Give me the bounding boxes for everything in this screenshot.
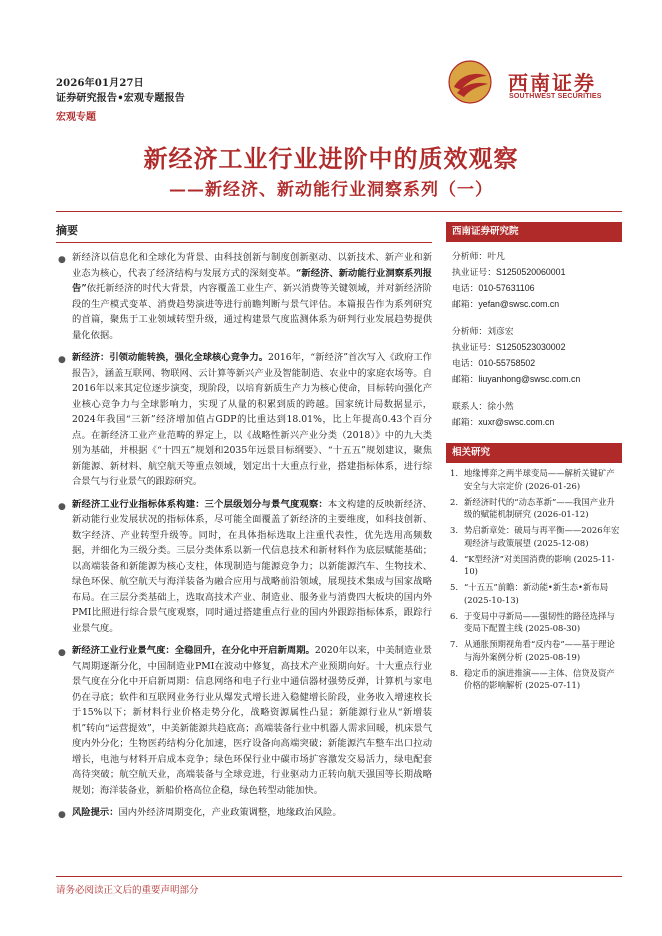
- abstract-paragraph: [56, 350, 432, 490]
- report-title: 新经济工业行业进阶中的质效观察: [143, 144, 519, 173]
- paragraph-text: 2016年，“新经济”首次写入《政府工作报告》，涵盖互联网、物联网、云计算等新兴产业及智能制造、农业中的家庭农场等。自2016年以来其定位逐步演变，现阶段，以培育新质生产力为核心使命，目标转向强化产业核心竞争力与全球影响力，实现了从量的积累到质的跨越。国家统计局数据显示，2024年我国“三新”经济增加值占GDP的比重达到18.01%，比上年提高0.43个百分点。在新经济工业产业范畴的界定上，以《战略性新兴产业分类（2018）》中的九大类别为基础，并根据《“十四五”规划和2035年远景目标纲要》、“十五五”规划建议，聚焦新能源、新材料、航空航天等重点领域，划定出十大重点行业，搭建指标体系，进行综合景气与行业景气的跟踪研究。: [72, 352, 432, 487]
- related-research-item[interactable]: 3. 势启新章处：破局与再平衡——2026年宏观经济与政策展望 (2025-12-08): [450, 525, 620, 548]
- abstract-paragraph: [56, 805, 432, 821]
- logo-emblem-icon: [448, 60, 492, 104]
- analyst-contacts: [446, 242, 622, 431]
- related-research-item[interactable]: 7. 从通胀预期视角看“反内卷”——基于理论与海外案例分析 (2025-08-19): [450, 639, 615, 662]
- paragraph-text: 新经济以信息化和全球化为背景、由科技创新与制度创新驱动、以新技术、新产业和新业态为核心，代表了经济结构与发展方式的深刻变革。: [72, 252, 432, 279]
- contact-email[interactable]: 邮箱：liuyanhong@swsc.com.cn: [452, 374, 581, 385]
- contact-line: 分析师：刘彦宏: [452, 326, 514, 337]
- report-subtitle: ——新经济、新动能行业洞察系列（一）: [169, 180, 493, 200]
- abstract-paragraph: [56, 643, 432, 798]
- footer-divider: [56, 876, 622, 877]
- contact-line: 分析师：叶凡: [452, 251, 505, 262]
- paragraph-emphasis: “新经济、新动能行业洞察系列报告”: [72, 267, 432, 294]
- contact-email[interactable]: 邮箱：xuxr@swsc.com.cn: [452, 417, 555, 428]
- header-divider: [56, 211, 622, 212]
- paragraph-lead: 新经济：引领动能转换，强化全球核心竞争力。: [72, 352, 269, 363]
- bullet-icon: ●: [58, 501, 66, 512]
- abstract-section: [56, 222, 432, 828]
- paragraph-lead: 风险提示：: [72, 807, 119, 818]
- report-header: [56, 76, 185, 126]
- contact-line: 电话：010-57631106: [452, 283, 535, 294]
- paragraph-text: 国内外经济周期变化，产业政策调整，地缘政治风险。: [118, 807, 342, 818]
- bullet-icon: ●: [58, 810, 66, 820]
- footer-disclaimer: 请务必阅读正文后的重要声明部分: [56, 885, 199, 896]
- institute-heading: 西南证券研究院: [446, 222, 622, 242]
- related-research-heading: 相关研究: [446, 443, 622, 463]
- bullet-icon: ●: [58, 255, 66, 265]
- report-date: 2026年01月27日: [56, 78, 144, 89]
- paragraph-text: 本文构建的反映新经济、新动能行业发展状况的指标体系，尽可能全面覆盖了新经济的主要维度，如科技创新、数字经济、产业转型升级等。同时，在具体指标选取上注重代表性，优先选用高频数据，并细化为三级分类。三层分类体系以新一代信息技术和新材料作为底层赋能基础；以高端装备和新能源为核心支柱，体现制造与能源竞争力；以新能源汽车、生物技术、绿色环保、航空航天与海洋装备为融合应用与战略前沿领域，展现技术集成与国家战略布局。在三层分类基础上，选取高技术产业、制造业、服务业与消费四大板块的国内外PMI比照进行综合景气度观察，同时通过搭建重点行业的国内外跟踪指标体系，跟踪行业景气度。: [72, 498, 432, 634]
- report-type: 证券研究报告•宏观专题报告: [56, 93, 185, 104]
- abstract-paragraph: [56, 250, 432, 343]
- logo-name-cn: 西南证券: [508, 71, 596, 95]
- related-research-item[interactable]: 6. 于变局中寻新局——强韧性的路径选择与变局下配置主线 (2025-08-30): [450, 610, 615, 633]
- bullet-icon: ●: [58, 648, 66, 658]
- related-research-item[interactable]: 8. 稳定币的演进推演——主体、信贷及资产价格的影响解析 (2025-07-11): [450, 667, 615, 690]
- contact-line: 执业证号：S1250523030002: [452, 342, 566, 353]
- paragraph-text: 2020年以来，中美制造业景气周期逐渐分化，中国制造业PMI在波动中修复，高技术产业预期向好。十大重点行业景气度在分化中开启新周期：信息网络和电子行业中通信器材强势反弹，计算机与家电仍在寻底；软件和互联网业务行业从爆发式增长进入稳健增长阶段，业务收入增速枚长于15%以下；新材料行业价格走势分化，战略资源属性凸显；新能源行业从“新增装机”转向“运营提效”，中美新能源共趋底高；高端装备行业中机器人需求回暖，机床景气度内外分化；生物医药结构分化加速，医疗设备向高端突破；新能源汽车整车出口拉动增长，电池与材料开启成本竞争；绿色环保行业中碳市场扩容激发交易活力，绿电配套高待突破；航空航天业，高端装备与全球竞进，行业驱动力正转向航天强国等长期战略规划；海洋装备业，新船价格高位企稳，绿色转型动能加快。: [72, 645, 432, 796]
- paragraph-lead: 新经济工业行业景气度：全稳回升，在分化中开启新周期。: [72, 645, 315, 656]
- bullet-icon: ●: [58, 355, 66, 365]
- abstract-divider: [56, 242, 432, 243]
- related-research-item[interactable]: 5. “十五五”前瞻：新动能•新生态•新布局 (2025-10-13): [450, 582, 609, 605]
- contact-email[interactable]: 邮箱：yefan@swsc.com.cn: [452, 299, 560, 310]
- related-research-item[interactable]: 1. 地缘博弈之两半球变局——解析关键矿产安全与大宗定价 (2026-01-26): [450, 468, 615, 491]
- contact-line: 联系人：徐小然: [452, 401, 514, 412]
- company-logo: [448, 60, 618, 108]
- related-research-item[interactable]: 2. 新经济时代的“动态革新”——我国产业升级的赋能机制研究 (2026-01-12): [450, 496, 615, 519]
- contact-line: 执业证号：S1250520060001: [452, 267, 566, 278]
- abstract-paragraph: [56, 497, 432, 637]
- related-research-item[interactable]: 4. “K型经济”对美国消费的影响 (2025-11-10): [450, 553, 615, 576]
- contact-line: 电话：010-55758502: [452, 358, 536, 369]
- report-category: 宏观专题: [56, 112, 96, 123]
- logo-name-en: SOUTHWEST SECURITIES: [509, 93, 602, 100]
- related-research-list: [446, 463, 622, 692]
- paragraph-text: 依托新经济的时代大背景，内容覆盖工业生产、新兴消费等关键领域，并对新经济阶段的生产模式变革、消费趋势演进等进行前瞻判断与景气评估。本篇报告作为系列研究的首篇，聚焦于工业领域转型升级，通过构建景气度监测体系为研判行业发展趋势提供量化依据。: [72, 283, 432, 341]
- abstract-heading: 摘要: [56, 224, 78, 237]
- sidebar: [446, 222, 622, 695]
- paragraph-lead: 新经济工业行业指标体系构建：三个层级划分与景气度观察：: [72, 498, 328, 510]
